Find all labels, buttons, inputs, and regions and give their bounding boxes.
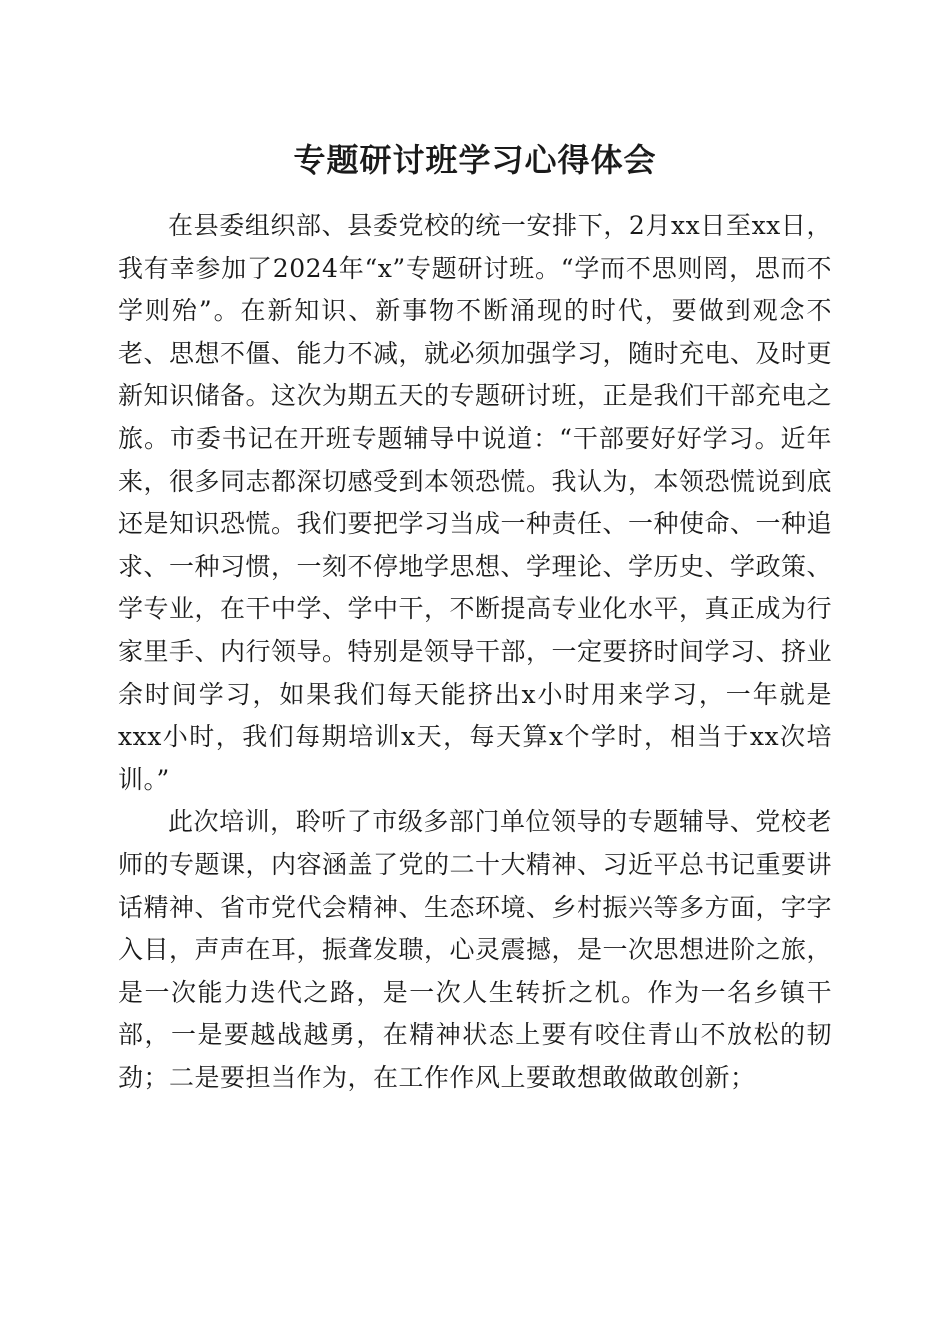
paragraph: 此次培训，聆听了市级多部门单位领导的专题辅导、党校老师的专题课，内容涵盖了党的二十大精神、习近平总书记重要讲话精神、省市党代会精神、生态环境、乡村振兴等多方面，字字入目，声声在耳，振聋发聩，心灵震撼，是一次思想进阶之旅，是一次能力迭代之路，是一次人生转折之机。作为一名乡镇干部，一是要越战越勇，在精神状态上要有咬住青山不放松的韧劲；二是要担当作为，在工作作风上要敢想敢做敢创新； xyxy=(118,807,833,1092)
document-body xyxy=(118,205,832,1099)
paragraph: 在县委组织部、县委党校的统一安排下，2月xx日至xx日，我有幸参加了2024年“x”专题研讨班。“学而不思则罔，思而不学则殆”。在新知识、新事物不断涌现的时代，要做到观念不老、思想不僵、能力不减，就必须加强学习，随时充电、及时更新知识储备。这次为期五天的专题研讨班，正是我们干部充电之旅。市委书记在开班专题辅导中说道：“干部要好好学习。近年来，很多同志都深切感受到本领恐慌。我认为，本领恐慌说到底还是知识恐慌。我们要把学习当成一种责任、一种使命、一种追求、一种习惯，一刻不停地学思想、学理论、学历史、学政策、学专业，在干中学、学中干，不断提高专业化水平，真正成为行家里手、内行领导。特别是领导干部，一定要挤时间学习、挤业余时间学习，如果我们每天能挤出x小时用来学习，一年就是xxx小时，我们每期培训x天，每天算x个学时，相当于xx次培训。” xyxy=(118,211,833,794)
document-title: 专题研讨班学习心得体会 xyxy=(293,141,657,179)
